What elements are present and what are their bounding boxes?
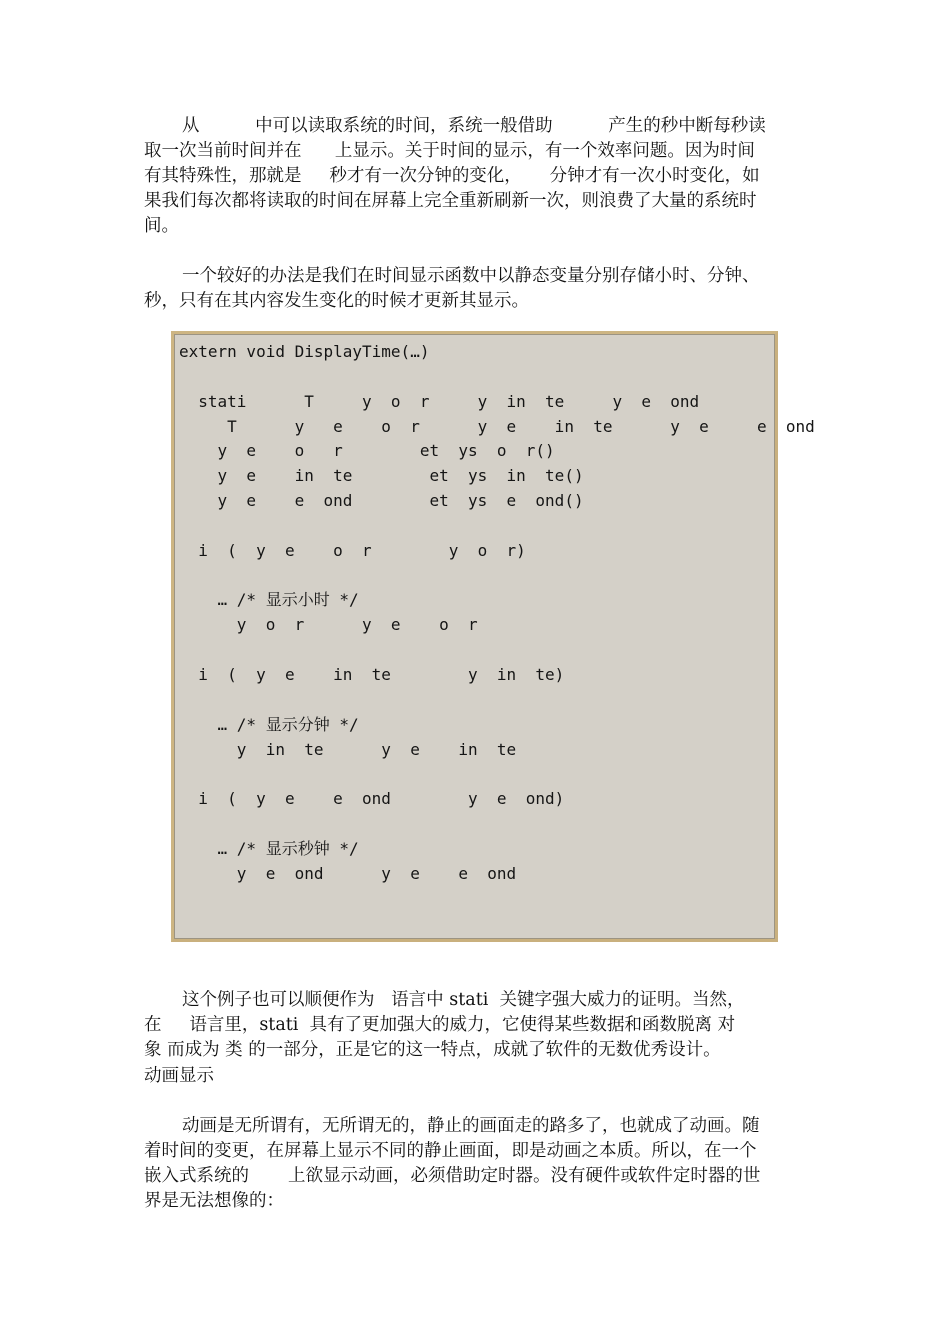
code-line: i ( y e o r y o r) <box>179 540 526 560</box>
text-line: 果我们每次都将读取的时间在屏幕上完全重新刷新一次，则浪费了大量的系统时 <box>144 191 757 211</box>
code-line: i ( y e in te y in te) <box>179 664 565 684</box>
text-line: 界是无法想像的： <box>144 1191 284 1211</box>
code-line: extern void DisplayTime(…) <box>179 342 430 361</box>
text-line: 着时间的变更，在屏幕上显示不同的静止画面，即是动画之本质。所以，在一个 <box>144 1141 757 1161</box>
code-line <box>179 514 815 539</box>
text-line: 一个较好的办法是我们在时间显示函数中以静态变量分别存储小时、分钟、 <box>182 266 760 286</box>
paragraph-static-variable-idea <box>144 264 810 314</box>
text-line: 嵌入式系统的 上欲显示动画，必须借助定时器。没有硬件或软件定时器的世 <box>144 1166 761 1186</box>
code-listing <box>179 340 815 887</box>
code-line <box>179 812 815 837</box>
text-line: 有其特殊性，那就是 秒才有一次分钟的变化， 分钟才有一次小时变化，如 <box>144 166 760 186</box>
code-line <box>179 365 815 390</box>
paragraph-static-keyword <box>144 988 810 1063</box>
code-line: y e ond y e e ond <box>179 863 517 883</box>
code-line <box>179 762 815 787</box>
code-line: y e in te et ys in te() <box>179 466 584 486</box>
code-line: T y e o r y e in te y e e ond <box>179 416 815 436</box>
text-line: 间。 <box>144 216 179 236</box>
code-block <box>171 331 815 942</box>
paragraph-animation <box>144 1114 810 1214</box>
code-line <box>179 688 815 713</box>
code-line: y in te y e in te <box>179 739 517 759</box>
code-line: … /* 显示小时 */ <box>179 590 359 610</box>
code-line <box>179 564 815 589</box>
code-line: y e o r et ys o r() <box>179 441 555 461</box>
text-line: 取一次当前时间并在 上显示。关于时间的显示，有一个效率问题。因为时间 <box>144 141 755 161</box>
text-line: 象 而成为 类 的一部分，正是它的这一特点，成就了软件的无数优秀设计。 <box>144 1040 721 1060</box>
code-line <box>179 638 815 663</box>
paragraph-time-reading <box>144 114 810 239</box>
text-line: 动画是无所谓有，无所谓无的，静止的画面走的路多了，也就成了动画。随 <box>182 1116 760 1136</box>
text-line: 在 语言里，stati 具有了更加强大的威力，它使得某些数据和函数脱离 对 <box>144 1015 736 1035</box>
section-heading: 动画显示 <box>144 1066 214 1086</box>
code-line: … /* 显示秒钟 */ <box>179 838 359 858</box>
code-line: … /* 显示分钟 */ <box>179 714 359 734</box>
text-line: 秒，只有在其内容发生变化的时候才更新其显示。 <box>144 291 529 311</box>
code-line: i ( y e e ond y e ond) <box>179 789 565 809</box>
code-line: y e e ond et ys e ond() <box>179 491 584 511</box>
code-line: y o r y e o r <box>179 615 478 635</box>
code-line: stati T y o r y in te y e ond <box>179 391 700 411</box>
text-line: 这个例子也可以顺便作为 语言中 stati 关键字强大威力的证明。当然， <box>182 990 745 1010</box>
text-line: 从 中可以读取系统的时间，系统一般借助 产生的秒中断每秒读 <box>182 116 766 136</box>
